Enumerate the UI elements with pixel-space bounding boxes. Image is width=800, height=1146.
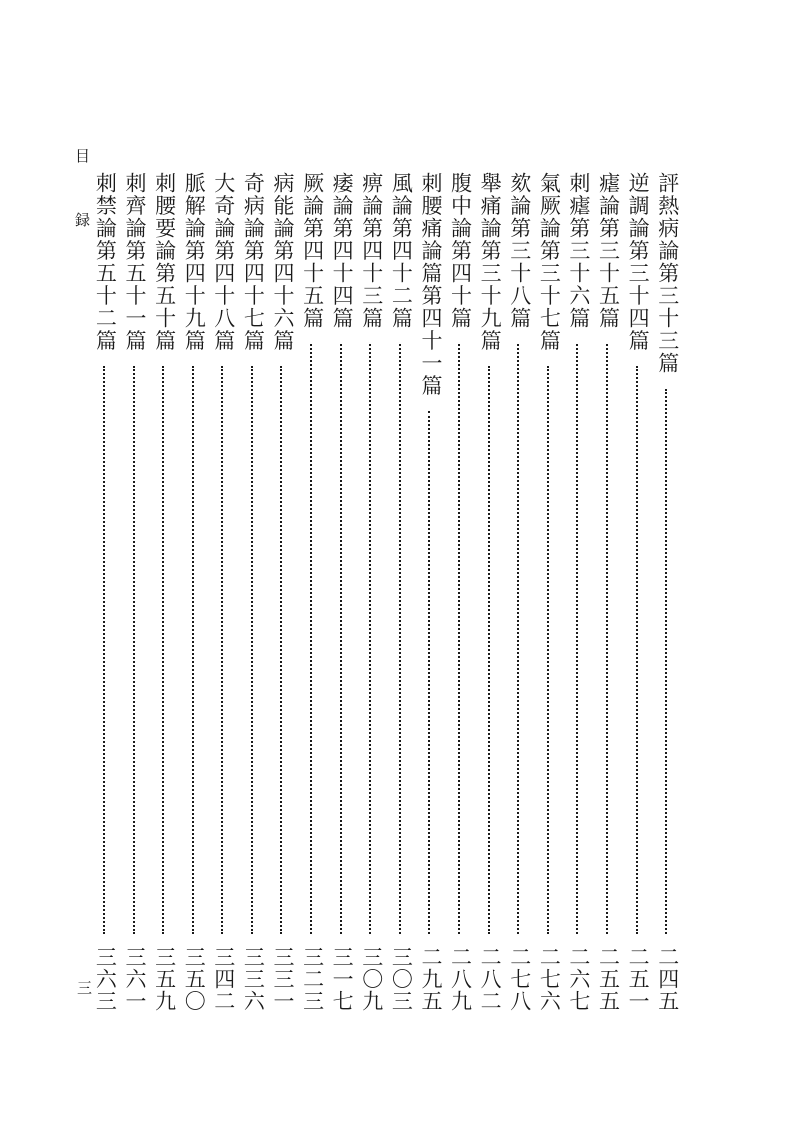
- toc-entry: [120, 172, 150, 1012]
- dot-leader: [399, 344, 403, 934]
- toc-entry: [564, 172, 594, 1012]
- toc-entry-page: 二五一: [626, 946, 651, 1012]
- toc-entry: [356, 172, 386, 1012]
- toc-entry-page: 二八九: [448, 946, 473, 1012]
- toc-entry: [475, 172, 505, 1012]
- toc-entry-page: 三〇三: [389, 946, 414, 1012]
- toc-entry-page: 三二三: [300, 946, 325, 1012]
- toc-entry-page: 三三六: [241, 946, 266, 1012]
- toc-entry: [652, 172, 682, 1012]
- toc-entry-page: 三六一: [123, 946, 148, 1012]
- dot-leader: [251, 366, 255, 934]
- toc-entry-title: 刺禁論第五十二篇: [93, 172, 118, 352]
- toc-entry: [623, 172, 653, 1012]
- toc-entry-title: 刺腰要論第五十篇: [152, 172, 177, 352]
- toc-entry-page: 二五五: [596, 946, 621, 1012]
- toc-entry: [209, 172, 239, 1012]
- toc-entry-title: 風論第四十二篇: [389, 172, 414, 330]
- dot-leader: [606, 344, 610, 934]
- toc-entry: [534, 172, 564, 1012]
- dot-leader: [221, 366, 225, 934]
- toc-entry: [179, 172, 209, 1012]
- toc-entry-page: 三五〇: [182, 946, 207, 1012]
- toc-entry-title: 舉痛論第三十九篇: [478, 172, 503, 352]
- toc-entry-page: 二七六: [537, 946, 562, 1012]
- toc-entry-title: 厥論第四十五篇: [300, 172, 325, 330]
- toc-entry: [593, 172, 623, 1012]
- toc-entry: [445, 172, 475, 1012]
- toc-entry-title: 刺腰痛論篇第四十一篇: [418, 172, 443, 397]
- toc-entry: [90, 172, 120, 1012]
- running-head: 目 録: [73, 148, 91, 249]
- toc-entry-title: 氣厥論第三十七篇: [537, 172, 562, 352]
- toc-entry-title: 痿論第四十四篇: [330, 172, 355, 330]
- dot-leader: [517, 344, 521, 934]
- toc-entry: [297, 172, 327, 1012]
- toc-entry-page: 二七八: [507, 946, 532, 1012]
- toc-entry-page: 二六七: [566, 946, 591, 1012]
- toc-entry-page: 二八二: [478, 946, 503, 1012]
- toc-entry-page: 三三一: [270, 946, 295, 1012]
- toc-entry: [386, 172, 416, 1012]
- toc-entry: [149, 172, 179, 1012]
- table-of-contents: [93, 172, 682, 1012]
- toc-entry-page: 三四二: [211, 946, 236, 1012]
- page-number: 三: [75, 980, 93, 995]
- toc-entry-page: 三一七: [330, 946, 355, 1012]
- dot-leader: [133, 366, 137, 934]
- dot-leader: [458, 344, 462, 934]
- toc-entry-title: 大奇論第四十八篇: [211, 172, 236, 352]
- toc-entry-page: 三五九: [152, 946, 177, 1012]
- dot-leader: [310, 344, 314, 934]
- dot-leader: [547, 366, 551, 934]
- dot-leader: [428, 411, 432, 934]
- toc-entry-title: 奇病論第四十七篇: [241, 172, 266, 352]
- toc-entry: [416, 172, 446, 1012]
- dot-leader: [576, 344, 580, 934]
- dot-leader: [280, 366, 284, 934]
- dot-leader: [340, 344, 344, 934]
- toc-entry: [268, 172, 298, 1012]
- dot-leader: [103, 366, 107, 934]
- toc-entry-title: 刺齊論第五十一篇: [123, 172, 148, 352]
- toc-entry: [238, 172, 268, 1012]
- dot-leader: [665, 389, 669, 934]
- toc-entry: [504, 172, 534, 1012]
- toc-entry-title: 評熱病論第三十三篇: [655, 172, 680, 375]
- dot-leader: [162, 366, 166, 934]
- toc-entry-title: 病能論第四十六篇: [270, 172, 295, 352]
- dot-leader: [488, 366, 492, 934]
- toc-entry-title: 腹中論第四十篇: [448, 172, 473, 330]
- dot-leader: [369, 344, 373, 934]
- toc-entry-page: 二九五: [418, 946, 443, 1012]
- toc-entry: [327, 172, 357, 1012]
- toc-entry-title: 脈解論第四十九篇: [182, 172, 207, 352]
- toc-entry-page: 三〇九: [359, 946, 384, 1012]
- toc-entry-title: 瘧論第三十五篇: [596, 172, 621, 330]
- toc-entry-title: 刺瘧第三十六篇: [566, 172, 591, 330]
- toc-entry-title: 痹論第四十三篇: [359, 172, 384, 330]
- dot-leader: [636, 366, 640, 934]
- dot-leader: [192, 366, 196, 934]
- toc-entry-title: 逆調論第三十四篇: [626, 172, 651, 352]
- toc-entry-title: 欬論第三十八篇: [507, 172, 532, 330]
- toc-entry-page: 二四五: [655, 946, 680, 1012]
- toc-entry-page: 三六三: [93, 946, 118, 1012]
